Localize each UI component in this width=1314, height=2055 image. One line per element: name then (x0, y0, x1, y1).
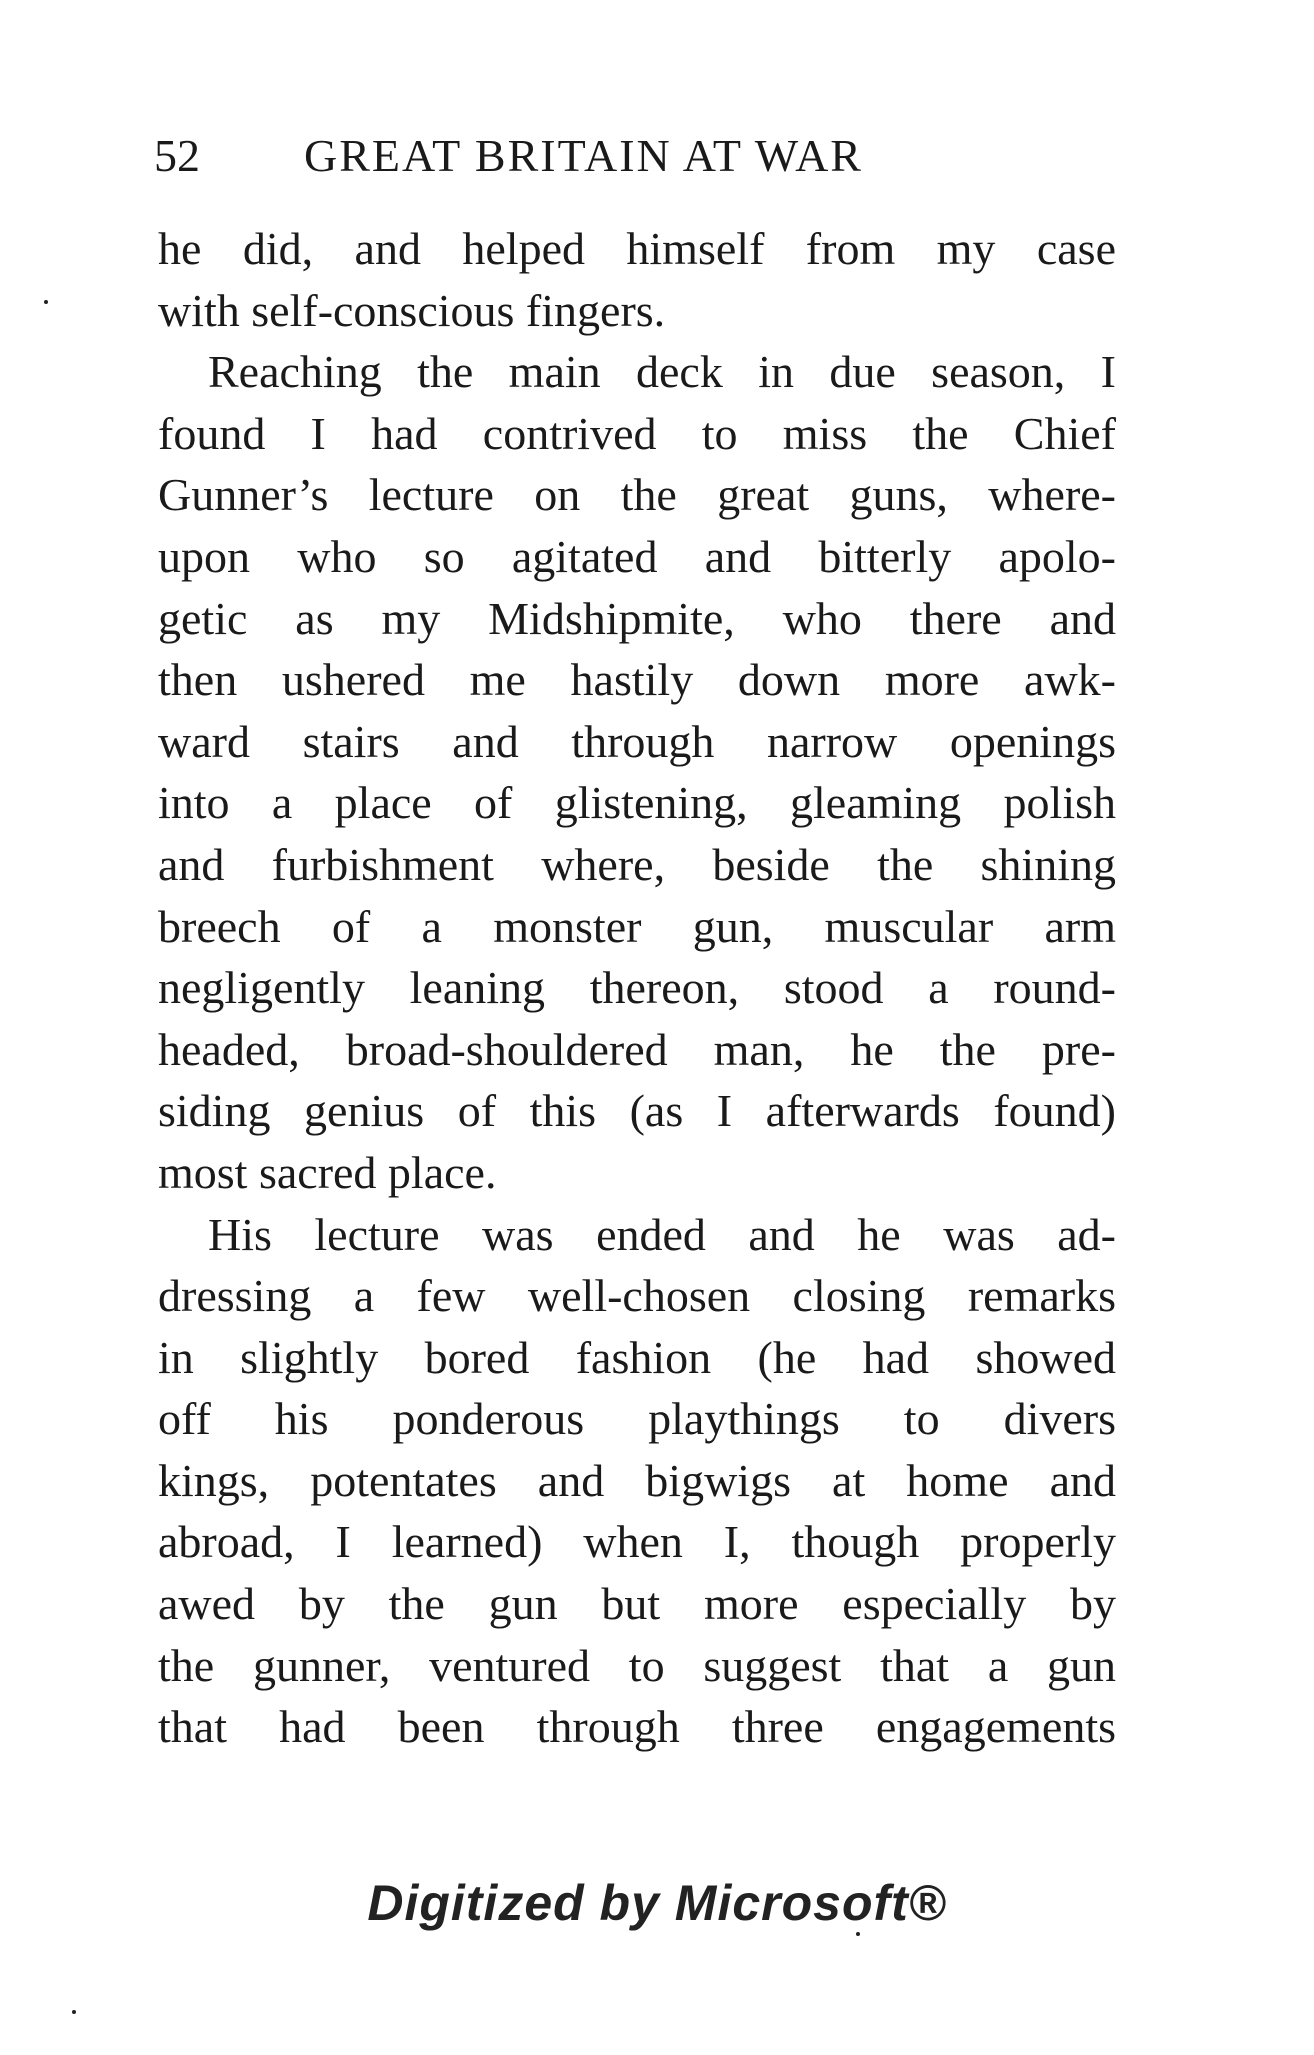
text-line: awed by the gun but more especially by (158, 1578, 1116, 1630)
text-line: headed, broad-shouldered man, he the pre- (158, 1023, 1116, 1075)
running-head (154, 128, 1154, 184)
text-line: in slightly bored fashion (he had showed (158, 1331, 1116, 1383)
text-line: he did, and helped himself from my case (158, 223, 1116, 274)
text-line: found I had contrived to miss the Chief (158, 407, 1116, 459)
text-line: Reaching the main deck in due season, I (208, 346, 1116, 398)
text-line: and furbishment where, beside the shining (158, 838, 1116, 890)
text-line: that had been through three engagements (158, 1701, 1116, 1753)
text-line: into a place of glistening, gleaming polish (158, 777, 1116, 829)
text-line: siding genius of this (as I afterwards found) (158, 1085, 1116, 1137)
text-line: negligently leaning thereon, stood a round- (158, 962, 1116, 1014)
text-line: getic as my Midshipmite, who there and (158, 592, 1116, 644)
body-text (158, 218, 1116, 1758)
digitization-watermark: Digitized by Microsoft® (367, 1875, 947, 1931)
text-line: Gunner’s lecture on the great guns, where- (158, 469, 1116, 521)
text-line: dressing a few well-chosen closing remarks (158, 1270, 1116, 1322)
scan-speck (856, 1932, 860, 1936)
scan-speck (72, 2010, 76, 2014)
text-line: with self-conscious fingers. (158, 284, 666, 336)
text-line: upon who so agitated and bitterly apolo- (158, 530, 1116, 582)
text-line: ward stairs and through narrow openings (158, 715, 1116, 767)
book-title: GREAT BRITAIN AT WAR (304, 130, 863, 181)
page-number: 52 (154, 130, 200, 181)
text-line: most sacred place. (158, 1146, 497, 1198)
text-line: kings, potentates and bigwigs at home and (158, 1454, 1116, 1506)
text-line: breech of a monster gun, muscular arm (158, 900, 1116, 952)
text-line: His lecture was ended and he was ad- (208, 1208, 1116, 1260)
text-line: the gunner, ventured to suggest that a gun (158, 1639, 1116, 1691)
text-line: off his ponderous playthings to divers (158, 1393, 1116, 1445)
scan-speck (44, 300, 48, 304)
text-line: then ushered me hastily down more awk- (158, 654, 1116, 706)
text-line: abroad, I learned) when I, though properly (158, 1516, 1116, 1568)
